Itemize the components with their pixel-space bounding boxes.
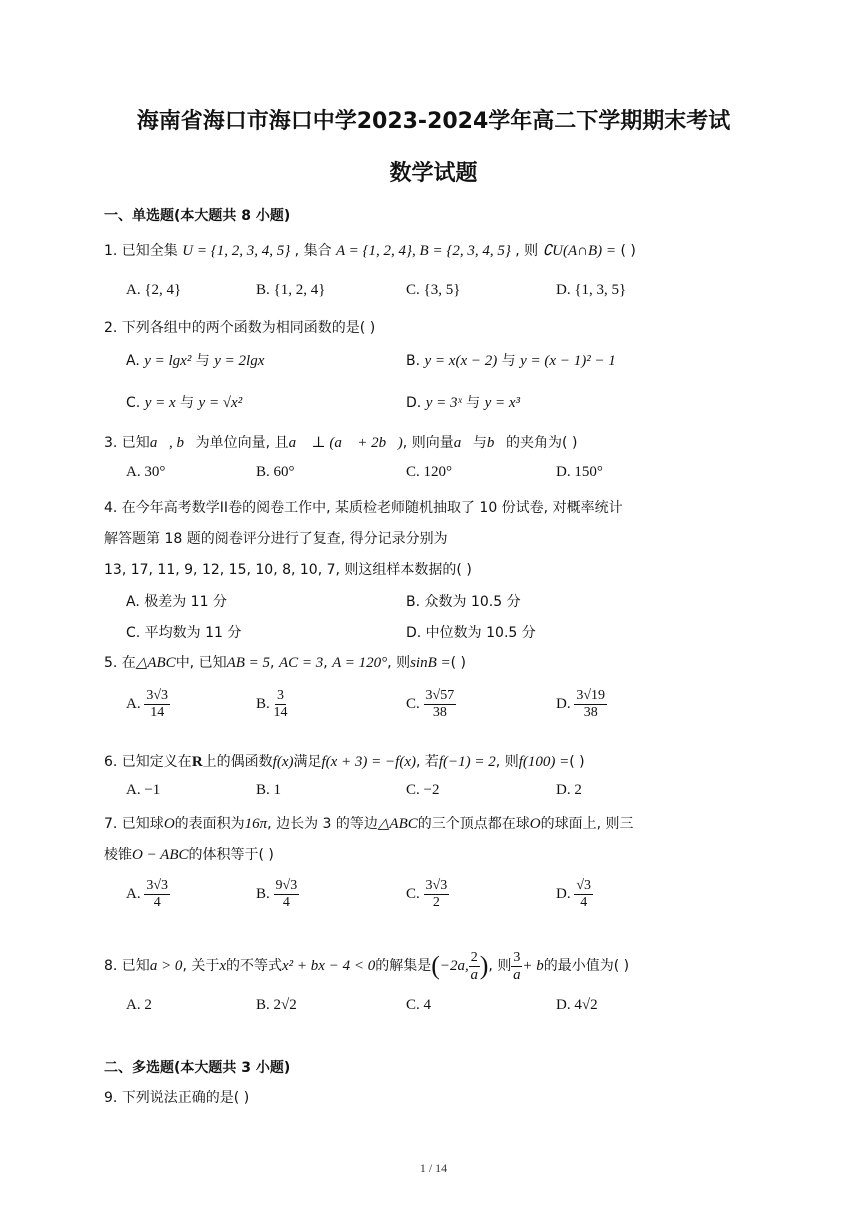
q2-d-func2: y = x³ xyxy=(484,395,521,411)
q8-expr-denominator: a xyxy=(513,966,521,983)
q5-d-denominator: 38 xyxy=(583,705,598,720)
q7-option-b xyxy=(256,878,299,911)
q2-a-and: 与 xyxy=(191,353,215,369)
q7-sphere-o: O xyxy=(163,816,175,832)
q5-cond-ac: AC = 3 xyxy=(278,655,324,671)
page-subtitle: 数学试题 xyxy=(389,161,478,186)
q8-end: 的最小值为( ) xyxy=(543,958,630,974)
q2-a-func2: y = 2lgx xyxy=(214,353,265,369)
q8-post: , 则 xyxy=(488,958,512,974)
q7-option-c xyxy=(406,878,449,911)
q1-post: , 则 xyxy=(515,243,539,259)
q5-c-numerator: 3√57 xyxy=(425,688,455,703)
q7-line2b: 的体积等于( ) xyxy=(188,847,274,863)
q7-c-label: C. xyxy=(406,886,420,902)
q8-set-left: −2a, xyxy=(439,958,469,974)
q7-a-numerator: 3√3 xyxy=(146,878,169,893)
q7-mid1: 的表面积为 xyxy=(174,816,245,832)
page-number: 1 / 14 xyxy=(419,1161,448,1175)
q6-ask: f(100) = xyxy=(518,754,570,770)
q8-inequality: x² + bx − 4 < 0 xyxy=(282,958,376,974)
q4-option-a: A. 极差为 11 分 xyxy=(126,594,227,610)
q2-d-func1: y = 3ˣ xyxy=(425,395,462,411)
q2-c-func1: y = x xyxy=(144,395,176,411)
q8-option-b: B. 2√2 xyxy=(256,997,297,1013)
q7-c-denominator: 2 xyxy=(432,895,440,910)
q8-option-a: A. 2 xyxy=(126,997,152,1013)
q8-expr-numerator: 3 xyxy=(513,949,521,965)
q4-option-d: D. 中位数为 10.5 分 xyxy=(406,625,536,641)
question-9-stem: 9. 下列说法正确的是( ) xyxy=(104,1090,250,1106)
q5-post: , 则 xyxy=(387,655,411,671)
q5-option-d xyxy=(556,688,607,721)
q3-end: 的夹角为( ) xyxy=(506,435,578,451)
q6-mid2: 满足 xyxy=(293,754,322,770)
q6-paren: ( ) xyxy=(569,754,585,770)
q2-a-label: A. xyxy=(126,353,145,369)
q6-option-a: A. −1 xyxy=(126,782,161,798)
question-7-line-2 xyxy=(104,844,274,864)
q4-option-b: B. 众数为 10.5 分 xyxy=(406,594,521,610)
q6-option-c: C. −2 xyxy=(406,782,440,798)
q6-function: f(x) xyxy=(272,754,294,770)
q6-option-b: B. 1 xyxy=(256,782,282,798)
q7-d-numerator: √3 xyxy=(576,878,592,893)
question-1-stem xyxy=(104,240,636,260)
q6-option-d: D. 2 xyxy=(556,782,582,798)
q3-mid: 为单位向量, 且 xyxy=(195,435,289,451)
q2-c-func2: y = √x² xyxy=(198,395,243,411)
q8-pre: 8. 已知 xyxy=(104,958,150,974)
q7-b-denominator: 4 xyxy=(282,895,290,910)
q7-line2a: 棱锥 xyxy=(104,847,132,863)
q5-a-denominator: 14 xyxy=(150,705,165,720)
q8-set-denominator: a xyxy=(470,966,478,983)
q5-option-b xyxy=(256,688,288,721)
q5-d-numerator: 3√19 xyxy=(576,688,606,703)
q1-option-a: A. {2, 4} xyxy=(126,282,182,298)
q8-option-c: C. 4 xyxy=(406,997,432,1013)
section-heading-multiple-choice: 二、多选题(本大题共 3 小题) xyxy=(104,1060,291,1076)
q5-pre: 5. 在 xyxy=(104,655,136,671)
q3-post: , 则向量 xyxy=(402,435,454,451)
q8-mid2: 的不等式 xyxy=(226,958,283,974)
q5-option-a xyxy=(126,688,170,721)
q6-condition2: f(−1) = 2 xyxy=(438,754,496,770)
q1-sets: A = {1, 2, 4}, B = {2, 3, 4, 5} xyxy=(336,243,511,259)
q7-a-denominator: 4 xyxy=(153,895,161,910)
q3-vector-a: a⃗ xyxy=(453,435,473,451)
q7-c-numerator: 3√3 xyxy=(425,878,448,893)
q7-d-denominator: 4 xyxy=(580,895,588,910)
q7-b-label: B. xyxy=(256,886,270,902)
q3-pre: 3. 已知 xyxy=(104,435,150,451)
q7-b-numerator: 9√3 xyxy=(275,878,298,893)
q5-b-label: B. xyxy=(256,696,270,712)
q3-condition: a⃗ ⊥ (a⃗ + 2b⃗) xyxy=(288,435,403,451)
q2-option-a xyxy=(126,350,264,370)
q5-ask: sinB = xyxy=(410,655,451,671)
q6-real-set: R xyxy=(191,754,203,770)
q5-a-label: A. xyxy=(126,696,141,712)
q7-a-label: A. xyxy=(126,886,141,902)
page-title: 海南省海口市海口中学2023-2024学年高二下学期期末考试 xyxy=(136,109,731,134)
q2-a-func1: y = lgx² xyxy=(144,353,192,369)
q3-option-b: B. 60° xyxy=(256,464,295,480)
q1-paren: ( ) xyxy=(620,243,636,259)
q5-a-numerator: 3√3 xyxy=(146,688,169,703)
q7-option-d xyxy=(556,878,593,911)
q8-expr-plus-b: + b xyxy=(522,958,544,974)
q2-d-and: 与 xyxy=(461,395,485,411)
q6-mid3: , 若 xyxy=(415,754,439,770)
question-2-stem: 2. 下列各组中的两个函数为相同函数的是( ) xyxy=(104,320,376,336)
q7-pyramid: O − ABC xyxy=(132,847,189,863)
q1-pre: 1. 已知全集 xyxy=(104,243,178,259)
section-heading-single-choice: 一、单选题(本大题共 8 小题) xyxy=(104,208,291,224)
q3-option-a: A. 30° xyxy=(126,464,166,480)
q7-mid3: 的三个顶点都在球 xyxy=(417,816,530,832)
q2-c-label: C. xyxy=(126,395,145,411)
q2-option-d xyxy=(406,392,520,412)
q1-option-c: C. {3, 5} xyxy=(406,282,461,298)
q3-option-c: C. 120° xyxy=(406,464,453,480)
q5-paren: ( ) xyxy=(450,655,466,671)
q2-d-label: D. xyxy=(406,395,426,411)
q5-option-c xyxy=(406,688,456,721)
question-3-stem xyxy=(104,432,577,452)
q1-expression: ∁U(A∩B) = xyxy=(542,243,617,259)
q2-b-func1: y = x(x − 2) xyxy=(424,353,498,369)
q5-b-numerator: 3 xyxy=(277,688,285,703)
q8-mid1: , 关于 xyxy=(182,958,220,974)
q7-option-a xyxy=(126,878,170,911)
question-4-line-3: 13, 17, 11, 9, 12, 15, 10, 8, 10, 7, 则这组样本数据的( ) xyxy=(104,562,472,578)
q7-sphere-o-2: O xyxy=(529,816,541,832)
question-8-stem: 8. 已知a > 0, 关于x的不等式x² + bx − 4 < 0的解集是(−2a, $\frac{2}{a}$ ), 则 $\frac{3}{a}$ + b的最小值为( ) xyxy=(104,949,630,983)
q1-option-b: B. {1, 2, 4} xyxy=(256,282,326,298)
q5-b-denominator: 14 xyxy=(273,705,288,720)
q7-mid2: , 边长为 3 的等边 xyxy=(267,816,378,832)
q8-condition: a > 0 xyxy=(149,958,183,974)
q1-mid: , 集合 xyxy=(294,243,332,259)
q3-vectors: a⃗, b⃗ xyxy=(149,435,196,451)
q2-option-c xyxy=(126,392,242,412)
q1-option-d: D. {1, 3, 5} xyxy=(556,282,627,298)
q3-and: 与 xyxy=(472,435,487,451)
q5-cond-angle: A = 120° xyxy=(332,655,388,671)
q4-option-c: C. 平均数为 11 分 xyxy=(126,625,242,641)
q5-d-label: D. xyxy=(556,696,571,712)
q7-end: 的球面上, 则三 xyxy=(540,816,634,832)
q8-option-d: D. 4√2 xyxy=(556,997,598,1013)
question-5-stem: 5. 在△ABC中, 已知AB = 5, AC = 3, A = 120°, 则sinB =( ) xyxy=(104,655,466,671)
q2-b-label: B. xyxy=(406,353,425,369)
q8-set-numerator: 2 xyxy=(470,949,478,965)
q7-pre: 7. 已知球 xyxy=(104,816,164,832)
q2-b-and: 与 xyxy=(497,353,521,369)
q5-mid: 中, 已知 xyxy=(175,655,227,671)
q7-triangle: △ABC xyxy=(377,816,418,832)
q6-pre: 6. 已知定义在 xyxy=(104,754,192,770)
q5-c-denominator: 38 xyxy=(432,705,447,720)
question-4-line-2: 解答题第 18 题的阅卷评分进行了复查, 得分记录分别为 xyxy=(104,531,448,547)
q2-option-b xyxy=(406,350,616,370)
q5-c-label: C. xyxy=(406,696,420,712)
q6-mid1: 上的偶函数 xyxy=(202,754,273,770)
q5-triangle: △ABC xyxy=(135,655,176,671)
q3-vector-b: b⃗ xyxy=(486,435,507,451)
q7-d-label: D. xyxy=(556,886,571,902)
question-4-line-1: 4. 在今年高考数学II卷的阅卷工作中, 某质检老师随机抽取了 10 份试卷, 对概率统计 xyxy=(104,500,623,516)
question-6-stem xyxy=(104,751,585,771)
q2-b-func2: y = (x − 1)² − 1 xyxy=(520,353,616,369)
q1-universal-set: U = {1, 2, 3, 4, 5} xyxy=(182,243,291,259)
q8-variable: x xyxy=(219,958,227,974)
q6-condition: f(x + 3) = −f(x) xyxy=(321,754,416,770)
q7-area: 16π xyxy=(244,816,268,832)
q6-post: , 则 xyxy=(495,754,519,770)
q8-mid3: 的解集是 xyxy=(375,958,432,974)
q5-cond-ab: AB = 5 xyxy=(226,655,271,671)
question-7-line-1 xyxy=(104,813,634,833)
q2-c-and: 与 xyxy=(175,395,199,411)
q3-option-d: D. 150° xyxy=(556,464,603,480)
